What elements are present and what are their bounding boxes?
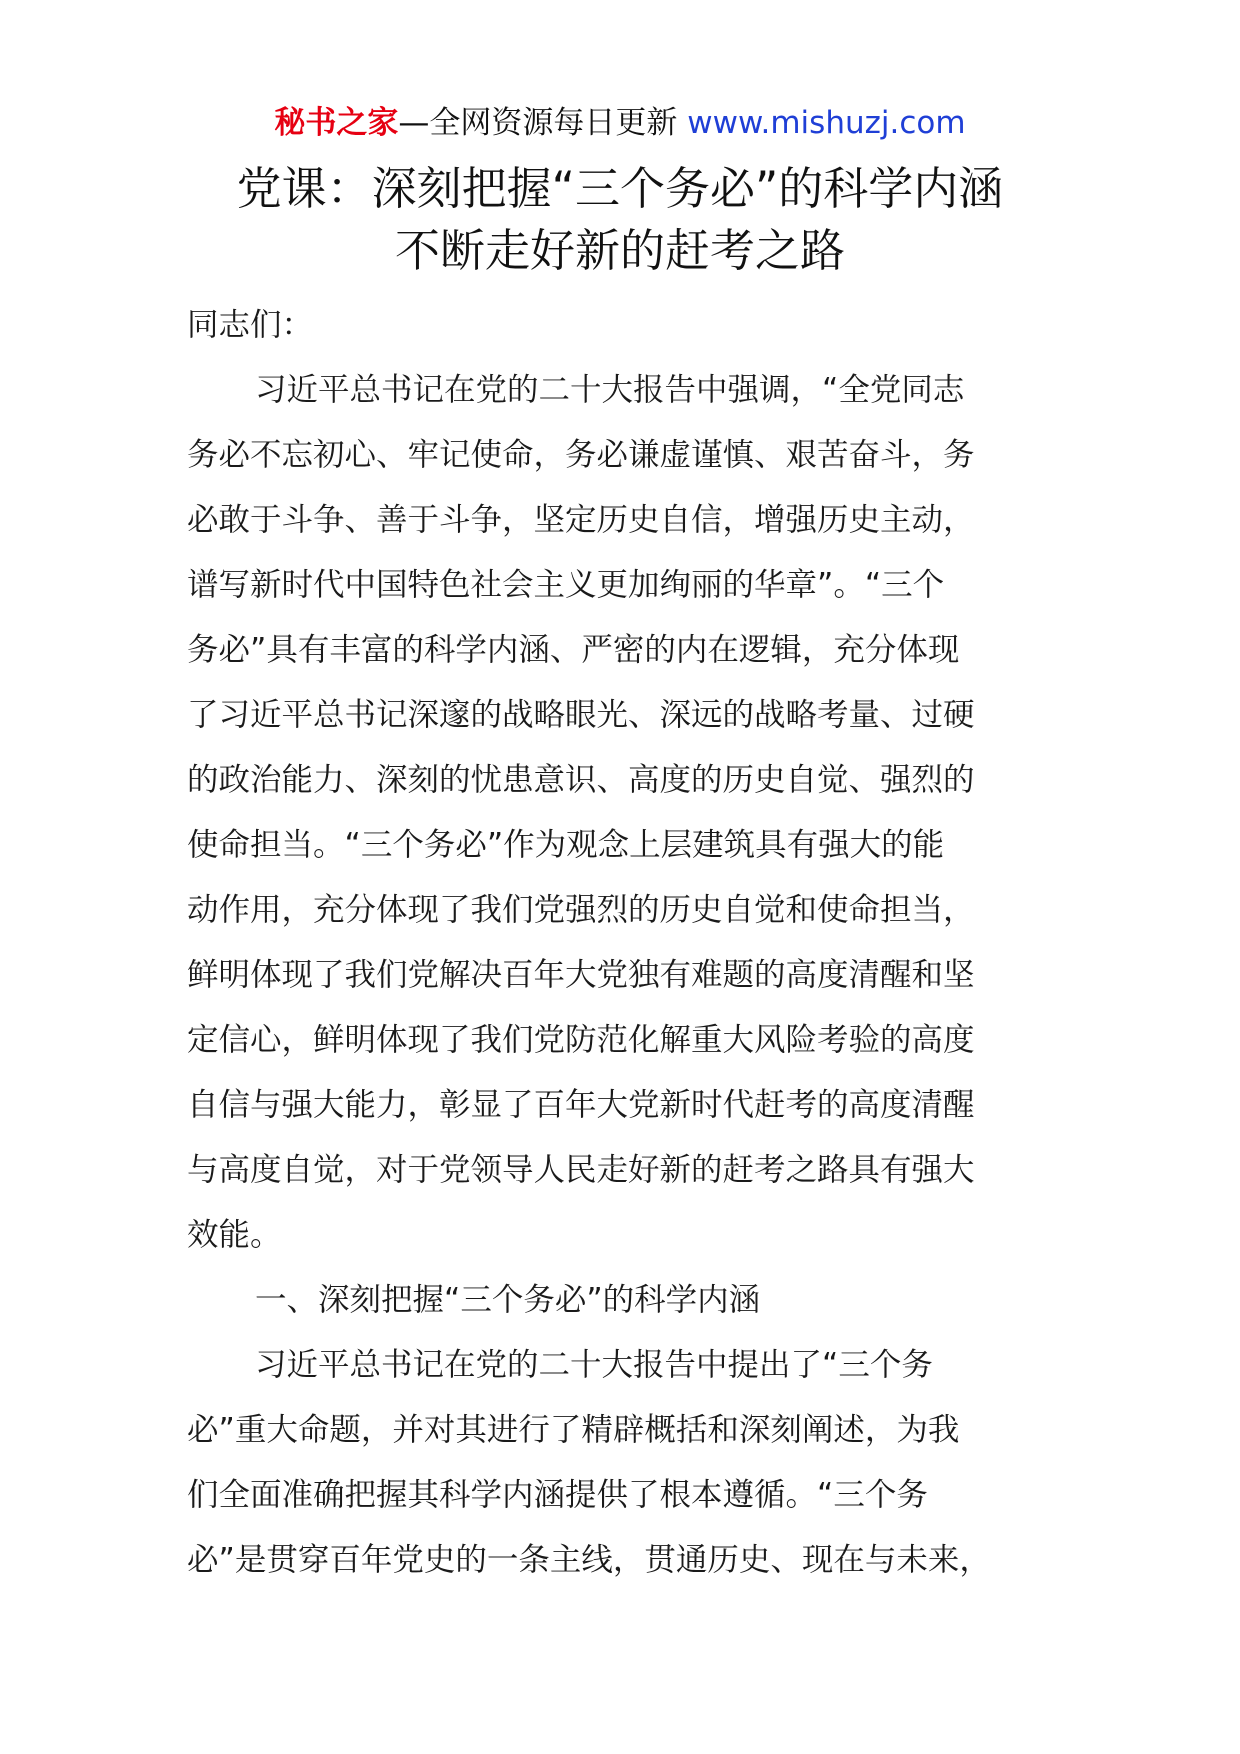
brand-name: 秘书之家 — [274, 105, 399, 141]
header-tagline: 全网资源每日更新 — [429, 105, 678, 141]
body-line: 使命担当。“三个务必”作为观念上层建筑具有强大的能 — [187, 827, 945, 863]
body-line: 习近平总书记在党的二十大报告中强调，“全党同志 — [255, 372, 965, 408]
body-line: 了习近平总书记深邃的战略眼光、深远的战略考量、过硬 — [187, 697, 975, 733]
site-url-link[interactable]: www.mishuzj.com — [687, 105, 966, 141]
body-line: 必”是贯穿百年党史的一条主线，贯通历史、现在与未来， — [187, 1542, 991, 1578]
site-header — [0, 101, 1240, 145]
body-line: 效能。 — [187, 1217, 282, 1253]
document-title — [0, 158, 1240, 282]
title-line-1: 党课：深刻把握“三个务必”的科学内涵 — [236, 162, 1004, 215]
body-line: 谱写新时代中国特色社会主义更加绚丽的华章”。“三个 — [187, 567, 945, 603]
title-line-2: 不断走好新的赶考之路 — [394, 224, 845, 277]
body-line: 习近平总书记在党的二十大报告中提出了“三个务 — [255, 1347, 933, 1383]
body-line: 定信心，鲜明体现了我们党防范化解重大风险考验的高度 — [187, 1022, 975, 1058]
body-line: 必”重大命题，并对其进行了精辟概括和深刻阐述，为我 — [187, 1412, 960, 1448]
body-line: 与高度自觉，对于党领导人民走好新的赶考之路具有强大 — [187, 1152, 975, 1188]
header-separator: — — [398, 105, 430, 141]
body-line: 务必不忘初心、牢记使命，务必谦虚谨慎、艰苦奋斗，务 — [187, 437, 975, 473]
body-line: 自信与强大能力，彰显了百年大党新时代赶考的高度清醒 — [187, 1087, 975, 1123]
salutation: 同志们： — [187, 307, 314, 343]
body-line: 们全面准确把握其科学内涵提供了根本遵循。“三个务 — [187, 1477, 928, 1513]
body-line: 的政治能力、深刻的忧患意识、高度的历史自觉、强烈的 — [187, 762, 975, 798]
body-line: 务必”具有丰富的科学内涵、严密的内在逻辑，充分体现 — [187, 632, 960, 668]
section-heading: 一、深刻把握“三个务必”的科学内涵 — [255, 1282, 761, 1318]
body-line: 鲜明体现了我们党解决百年大党独有难题的高度清醒和坚 — [187, 957, 975, 993]
body-line: 必敢于斗争、善于斗争，坚定历史自信，增强历史主动， — [187, 502, 975, 538]
document-body — [187, 293, 1067, 1593]
body-line: 动作用，充分体现了我们党强烈的历史自觉和使命担当， — [187, 892, 975, 928]
